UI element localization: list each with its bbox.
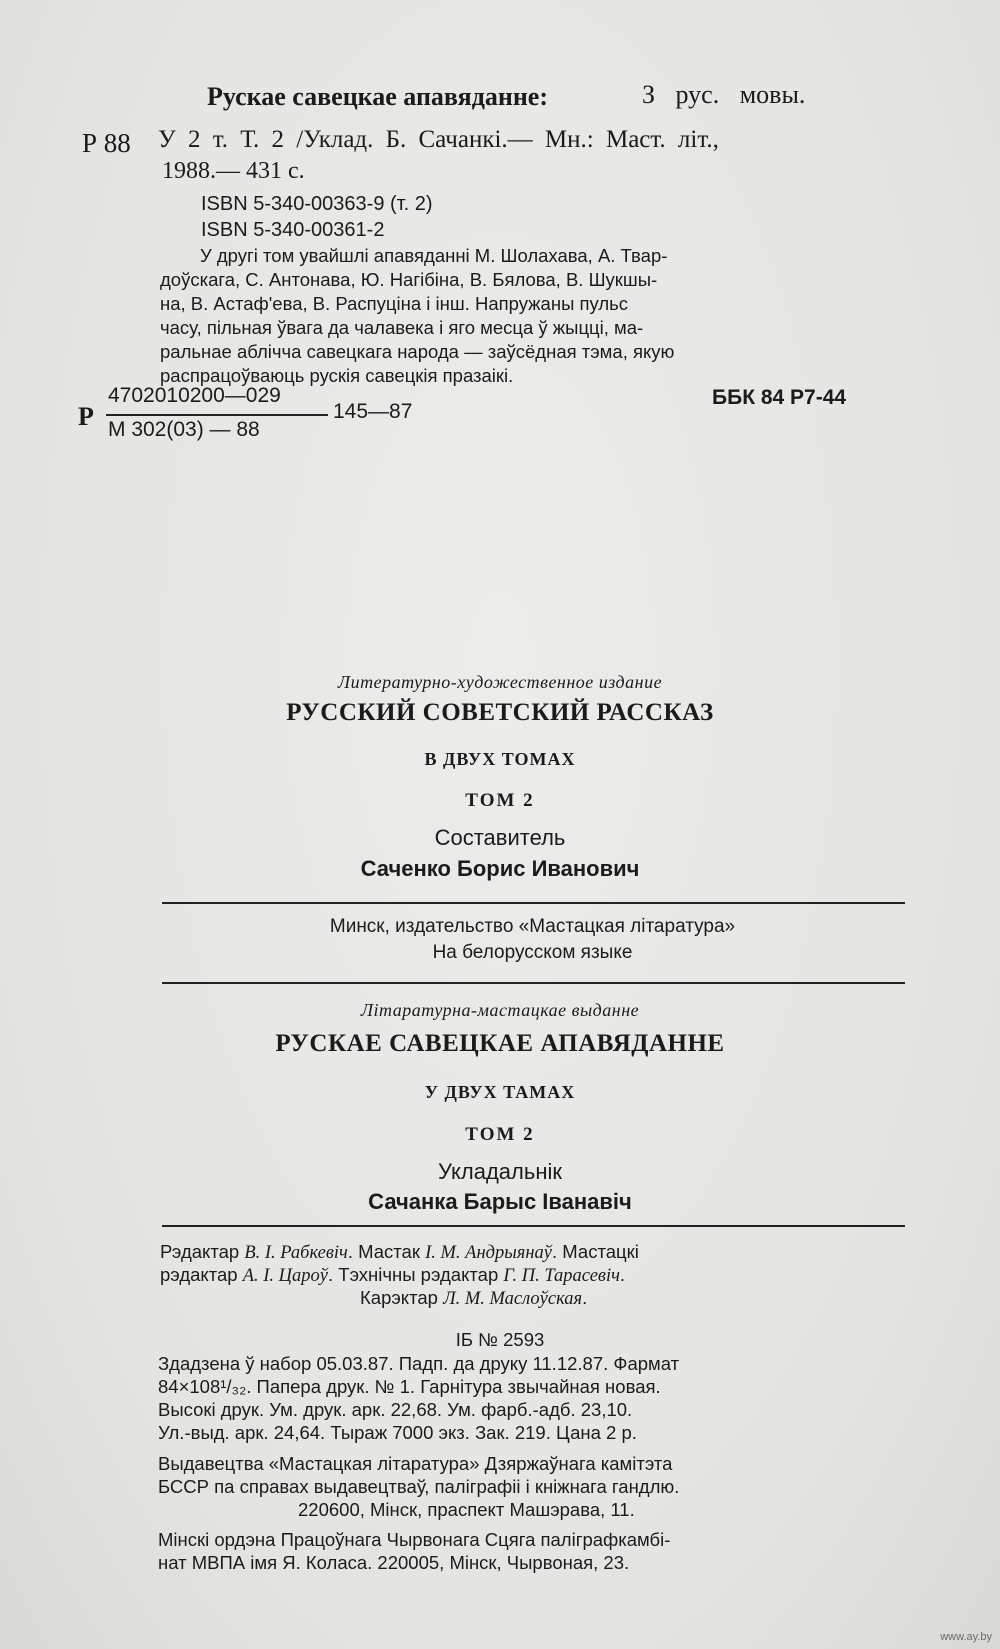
- abstract-line: распрацоўваюць рускія савецкія празаікі.: [160, 365, 514, 386]
- by-compiler-label: Укладальнік: [438, 1159, 562, 1184]
- credit-role: Рэдактар: [160, 1241, 245, 1262]
- credit-role: Карэктар: [360, 1287, 444, 1308]
- bbk-code: ББК 84 Р7-44: [712, 386, 847, 409]
- abstract-line: У другі том увайшлі апавяданні М. Шолахава, А. Твар-: [200, 245, 668, 266]
- catalog-code: Р 88: [82, 128, 131, 158]
- divider-bottom: [162, 1225, 905, 1227]
- credit-role: рэдактар: [160, 1264, 243, 1285]
- publisher-line: Выдавецтва «Мастацкая літаратура» Дзяржаўнага камітэта: [158, 1453, 673, 1474]
- credits-line: [360, 1286, 587, 1311]
- credit-person: Г. П. Тарасевіч: [503, 1266, 620, 1286]
- by-volumes: У ДВУХ ТАМАХ: [424, 1082, 576, 1102]
- credit-role: . Мастак: [347, 1241, 426, 1262]
- credit-role: .: [619, 1264, 626, 1285]
- credit-role: . Мастацкі: [552, 1241, 639, 1262]
- imprint-line: 84×108¹/₃₂. Папера друк. № 1. Гарнітура звычайная новая.: [158, 1376, 661, 1397]
- by-title: РУСКАЕ САВЕЦКАЕ АПАВЯДАННЕ: [275, 1030, 725, 1057]
- by-compiler-name: Сачанка Барыс Іванавіч: [368, 1189, 632, 1214]
- publisher-line: БССР па справах выдавецтваў, паліграфіі і кніжнага гандлю.: [158, 1476, 680, 1497]
- fraction-code: 145—87: [333, 400, 413, 423]
- ru-language: На белорусском языке: [432, 942, 633, 963]
- divider-top: [162, 902, 905, 904]
- fraction-denominator: М 302(03) — 88: [108, 418, 260, 441]
- ru-tom: ТОМ 2: [465, 790, 535, 811]
- ru-edition-type: Литературно-художественное издание: [337, 672, 663, 692]
- credits-line: [160, 1240, 639, 1265]
- catalog-title-rest: З рус. мовы.: [642, 80, 806, 109]
- credit-person: А. І. Цароў: [242, 1266, 328, 1286]
- abstract-line: ральнае аблічча савецкага народа — заўсёдная тэма, якую: [160, 341, 675, 362]
- printer-line: нат МВПА імя Я. Коласа. 220005, Мінск, Чырвоная, 23.: [158, 1552, 630, 1573]
- ru-title: РУССКИЙ СОВЕТСКИЙ РАССКАЗ: [286, 699, 714, 726]
- divider-middle: [162, 982, 905, 984]
- catalog-title: Рускае савецкае апавяданне:: [207, 82, 549, 111]
- watermark: www.ay.by: [940, 1631, 992, 1643]
- printer-line: Мінскі ордэна Працоўнага Чырвонага Сцяга паліграфкамбі-: [158, 1529, 671, 1550]
- by-edition-type: Літаратурна-мастацкае выданне: [360, 1000, 640, 1020]
- ru-volumes: В ДВУХ ТОМАХ: [424, 749, 576, 769]
- catalog-line3: 1988.— 431 с.: [162, 158, 305, 184]
- by-tom: ТОМ 2: [465, 1124, 535, 1145]
- fraction-numerator: 4702010200—029: [108, 384, 281, 407]
- ru-publisher: Минск, издательство «Мастацкая літаратура»: [329, 916, 736, 937]
- fraction-letter: Р: [78, 402, 94, 431]
- imprint-line: Ул.-выд. арк. 24,64. Тыраж 7000 экз. Зак. 219. Цана 2 р.: [158, 1422, 637, 1443]
- ru-compiler-name: Саченко Борис Иванович: [360, 856, 640, 881]
- credit-person: Л. М. Маслоўская: [443, 1289, 583, 1309]
- publisher-line: 220600, Мінск, праспект Машэрава, 11.: [298, 1499, 635, 1520]
- credit-person: І. М. Андрыянаў: [425, 1243, 553, 1263]
- isbn-set: ISBN 5-340-00361-2: [201, 219, 385, 241]
- ib-number: ІБ № 2593: [455, 1329, 545, 1350]
- credit-role: .: [582, 1287, 588, 1308]
- abstract-line: доўскага, С. Антонава, Ю. Нагібіна, В. Бялова, В. Шукшы-: [160, 269, 658, 290]
- credit-person: В. І. Рабкевіч: [244, 1243, 348, 1263]
- abstract-line: часу, пільная ўвага да чалавека і яго месца ў жыцці, ма-: [160, 317, 644, 338]
- credits-line: [160, 1263, 625, 1288]
- isbn-volume: ISBN 5-340-00363-9 (т. 2): [201, 193, 433, 215]
- catalog-line2: У 2 т. Т. 2 /Уклад. Б. Сачанкі.— Мн.: Маст. літ.,: [158, 126, 719, 153]
- credit-role: . Тэхнічны рэдактар: [328, 1264, 504, 1285]
- imprint-line: Высокі друк. Ум. друк. арк. 22,68. Ум. фарб.-адб. 23,10.: [158, 1399, 633, 1420]
- fraction-bar: [106, 414, 328, 416]
- imprint-line: Здадзена ў набор 05.03.87. Падп. да друку 11.12.87. Фармат: [158, 1353, 680, 1374]
- ru-compiler-label: Составитель: [434, 825, 566, 850]
- abstract-line: на, В. Астаф'ева, В. Распуціна і інш. Напружаны пульс: [160, 293, 629, 314]
